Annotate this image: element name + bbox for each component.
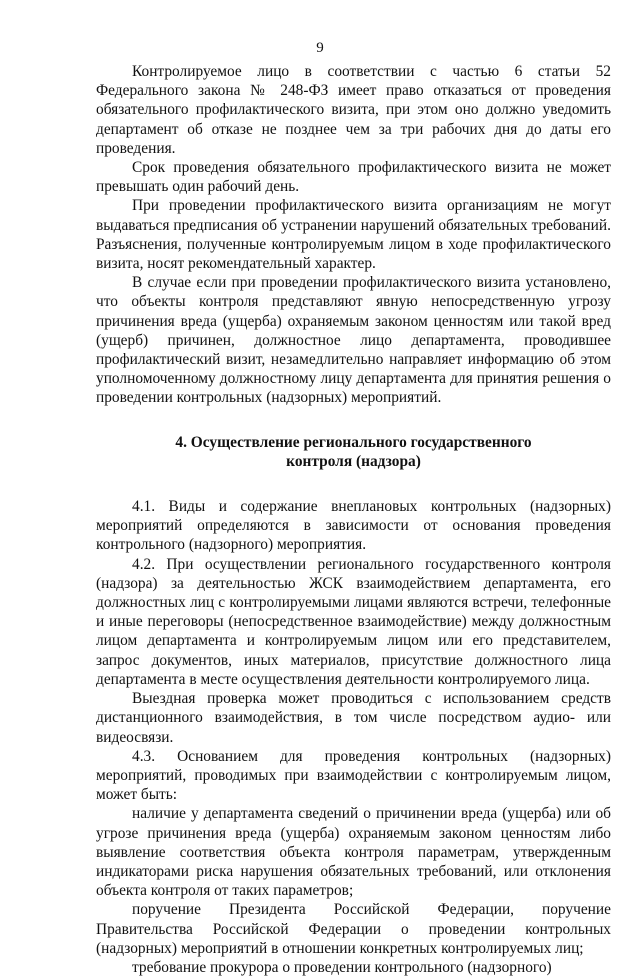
paragraph: наличие у департамента сведений о причинении вреда (ущерба) или об угрозе причинения вреда (ущерба) охраняемым законом ценностям либо выявление соответствия объекта контроля параметрам, утвержденным индикаторами риска нарушения обязательных требований, или отклонения объекта контроля от таких параметров; bbox=[96, 805, 611, 900]
paragraph: 4.3. Основанием для проведения контрольных (надзорных) мероприятий, проводимых при взаимодействии с контролируемым лицом, может быть: bbox=[96, 747, 611, 804]
document-body bbox=[96, 62, 611, 977]
paragraph: требование прокурора о проведении контрольного (надзорного) bbox=[132, 958, 552, 976]
paragraph: Выездная проверка может проводиться с использованием средств дистанционного взаимодействия, в том числе посредством аудио- или видеосвязи. bbox=[96, 690, 611, 746]
section-heading-line-1: 4. Осуществление регионального государственного bbox=[175, 433, 532, 451]
paragraph: В случае если при проведении профилактического визита установлено, что объекты контроля представляют явную непосредственную угрозу причинения вреда (ущерба) охраняемым законом ценностям или такой вред (ущерб) причинен, должностное лицо департамента, проводившее профилактический визит, незамедлительно направляет информацию об этом уполномоченному должностному лицу департамента для принятия решения о проведении контрольных (надзорных) мероприятий. bbox=[96, 274, 611, 407]
section-heading bbox=[96, 433, 611, 471]
paragraph: поручение Президента Российской Федерации, поручение Правительства Российской Федерации о проведении контрольных (надзорных) мероприятий в отношении конкретных контролируемых лиц; bbox=[96, 901, 611, 957]
paragraph: Срок проведения обязательного профилактического визита не может превышать один рабочий день. bbox=[96, 159, 611, 196]
paragraph: 4.2. При осуществлении регионального государственного контроля (надзора) за деятельностью ЖСК взаимодействием департамента, его должностных лиц с контролируемыми лицами являются встречи, телефонные и иные переговоры (непосредственное взаимодействие) между должностным лицом департамента и контролируемым лицом или его представителем, запрос документов, иных материалов, присутствие должностного лица департамента в месте осуществления деятельности контролируемого лица. bbox=[96, 555, 611, 688]
paragraph: Контролируемое лицо в соответствии с частью 6 статьи 52 Федерального закона № 248-ФЗ имеет право отказаться от проведения обязательного профилактического визита, при этом оно должно уведомить департамент об отказе не позднее чем за три рабочих дня до даты его проведения. bbox=[96, 63, 611, 157]
paragraph: 4.1. Виды и содержание внеплановых контрольных (надзорных) мероприятий определяются в зависимости от основания проведения контрольного (надзорного) мероприятия. bbox=[96, 498, 611, 554]
section-heading-line-2: контроля (надзора) bbox=[286, 452, 421, 470]
paragraph: При проведении профилактического визита организациям не могут выдаваться предписания об устранении нарушений обязательных требований. Разъяснения, полученные контролируемым лицом в ходе профилактического визита, носят рекомендательный характер. bbox=[96, 197, 611, 273]
page-number: 9 bbox=[316, 40, 324, 56]
